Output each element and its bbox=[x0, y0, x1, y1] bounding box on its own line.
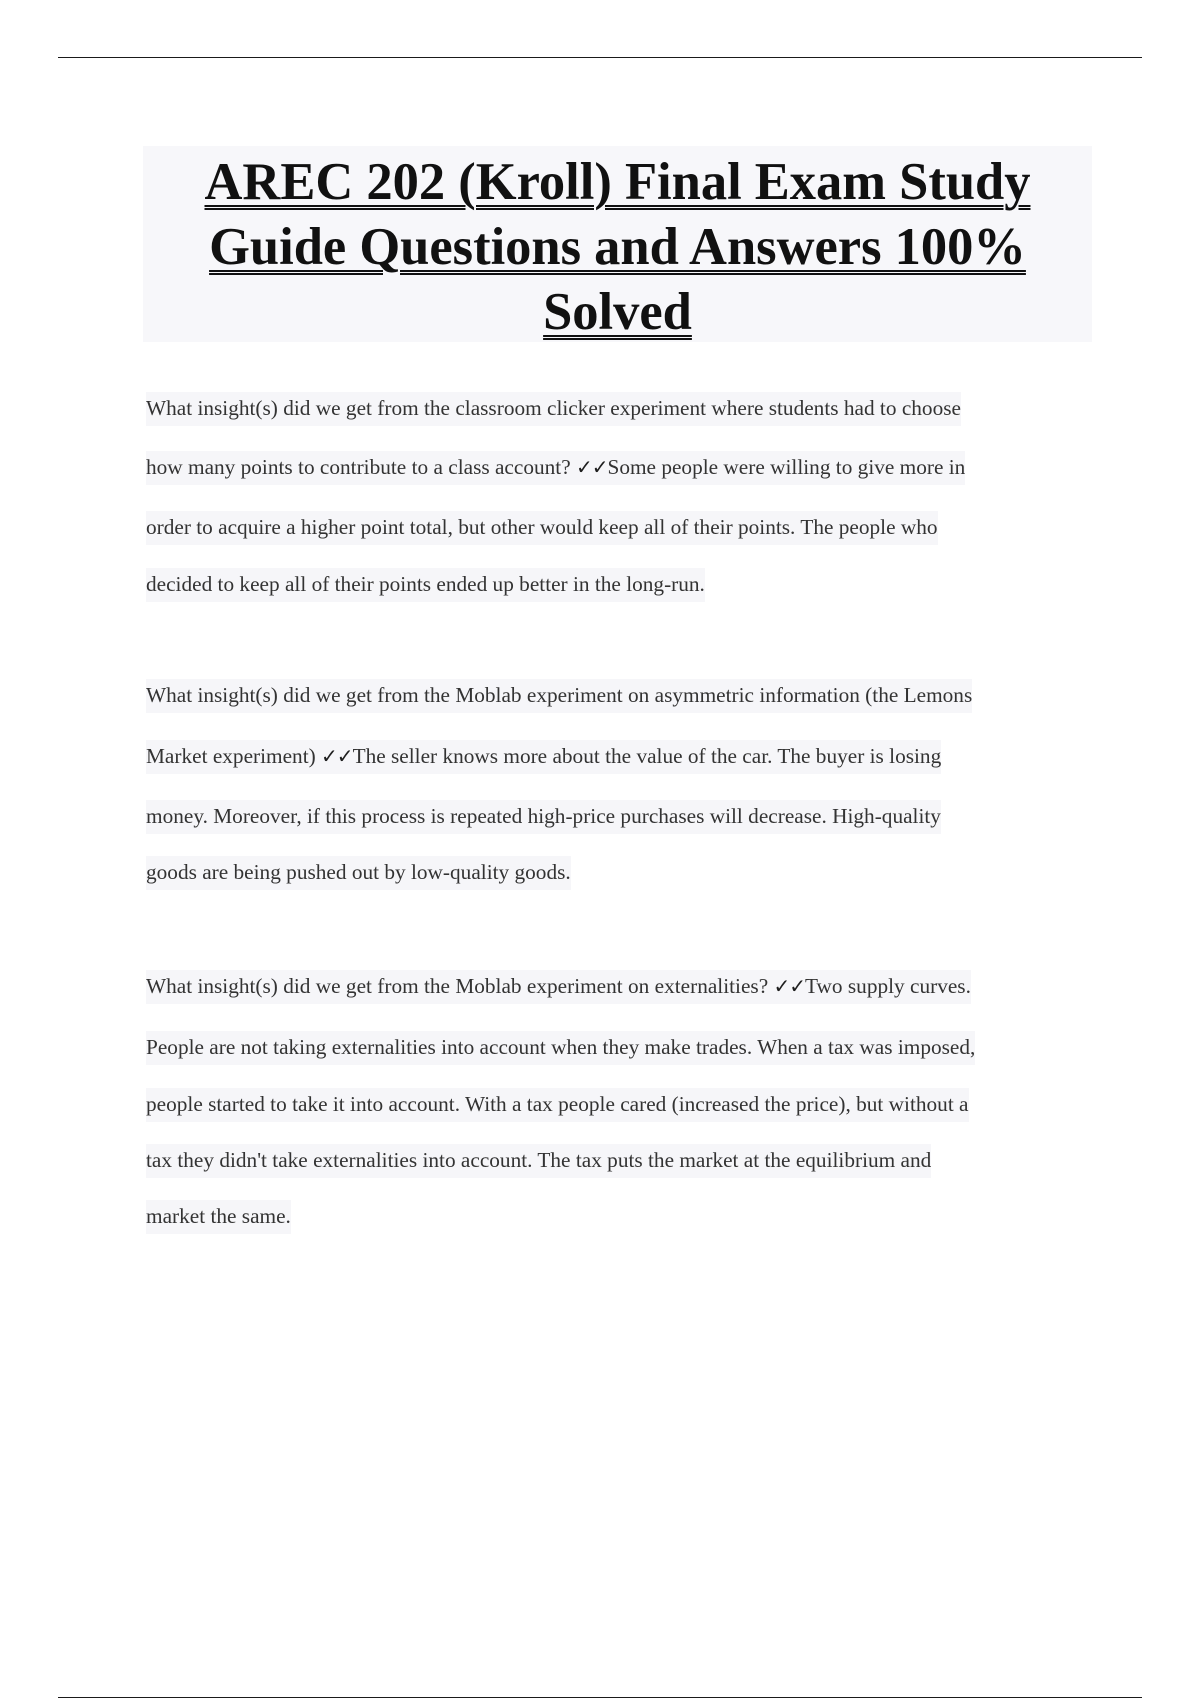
qa-line: People are not taking externalities into account when they make trades. When a tax was imposed, bbox=[146, 1035, 975, 1060]
footer-rule bbox=[58, 1697, 1142, 1698]
qa-line: how many points to contribute to a class account? ✓✓Some people were willing to give more in bbox=[146, 455, 965, 480]
qa-line: people started to take it into account. With a tax people cared (increased the price), but without a bbox=[146, 1092, 969, 1117]
qa-line: tax they didn't take externalities into account. The tax puts the market at the equilibrium and bbox=[146, 1148, 931, 1173]
double-check-icon: ✓✓ bbox=[575, 455, 608, 479]
document-title bbox=[143, 150, 1092, 345]
qa-line: order to acquire a higher point total, but other would keep all of their points. The people who bbox=[146, 515, 938, 540]
qa-line: What insight(s) did we get from the classroom clicker experiment where students had to choose bbox=[146, 396, 961, 421]
header-rule bbox=[58, 57, 1142, 58]
qa-line: What insight(s) did we get from the Moblab experiment on externalities? ✓✓Two supply curves. bbox=[146, 974, 971, 999]
qa-line: market the same. bbox=[146, 1204, 291, 1229]
qa-line: money. Moreover, if this process is repeated high-price purchases will decrease. High-quality bbox=[146, 804, 941, 829]
title-line-3: Solved bbox=[543, 283, 692, 341]
title-block bbox=[143, 146, 1092, 342]
qa-line: decided to keep all of their points ended up better in the long-run. bbox=[146, 572, 705, 597]
qa-line: goods are being pushed out by low-quality goods. bbox=[146, 860, 571, 885]
qa-line: What insight(s) did we get from the Moblab experiment on asymmetric information (the Lemons bbox=[146, 683, 972, 708]
title-line-2: Guide Questions and Answers 100% bbox=[209, 218, 1026, 276]
title-line-1: AREC 202 (Kroll) Final Exam Study bbox=[204, 153, 1031, 211]
qa-line: Market experiment) ✓✓The seller knows more about the value of the car. The buyer is losing bbox=[146, 744, 941, 769]
double-check-icon: ✓✓ bbox=[773, 974, 806, 998]
double-check-icon: ✓✓ bbox=[321, 744, 353, 768]
